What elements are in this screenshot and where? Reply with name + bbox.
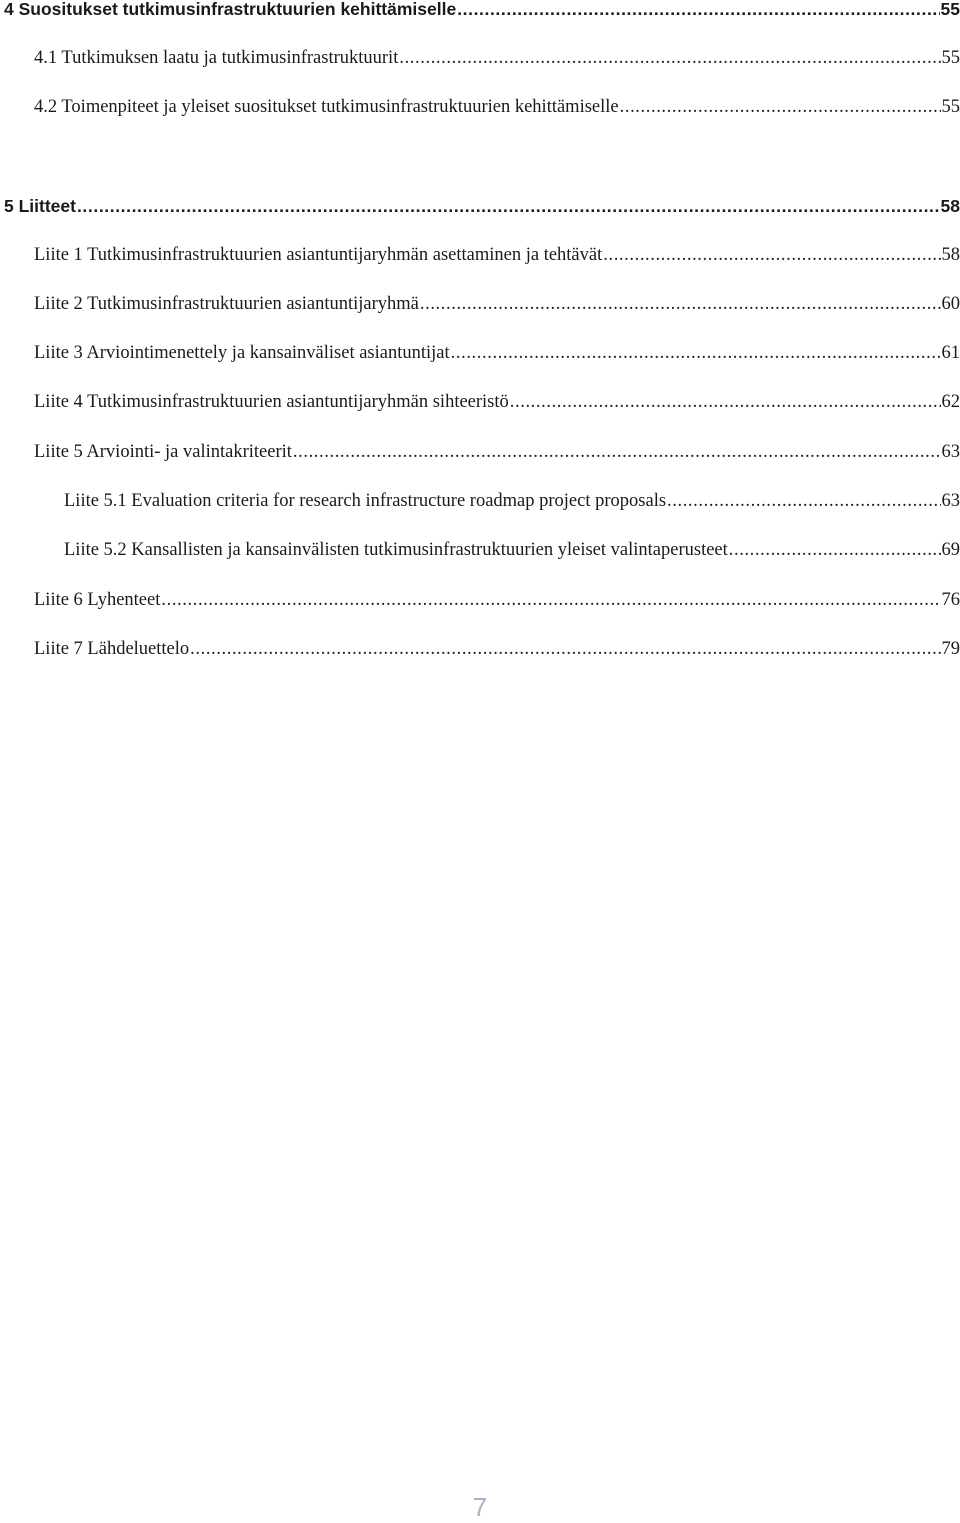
toc-entry-page: 55 [942,95,960,119]
toc-entry-label: Liite 7 Lähdeluettelo [34,637,189,661]
toc-entry-page: 63 [942,440,960,464]
toc-entry[interactable] [34,95,960,119]
toc-entry-label: Liite 5 Arviointi- ja valintakriteerit [34,440,292,464]
toc-leader-dots [603,243,940,267]
toc-entry[interactable] [4,0,960,21]
toc-entry[interactable] [64,538,960,562]
toc-entry-label: 4.1 Tutkimuksen laatu ja tutkimusinfrastruktuurit [34,46,398,70]
toc-entry-page: 58 [941,194,960,218]
toc-entry-label: 4.2 Toimenpiteet ja yleiset suositukset tutkimusinfrastruktuurien kehittämiselle [34,95,619,119]
toc-entry-page: 58 [942,243,960,267]
toc-entry-label: Liite 4 Tutkimusinfrastruktuurien asiantuntijaryhmän sihteeristö [34,390,509,414]
toc-leader-dots [457,0,939,21]
toc-entry[interactable] [34,637,960,661]
toc-entry-page: 55 [942,46,960,70]
toc-leader-dots [161,588,940,612]
toc-entry[interactable] [34,292,960,316]
toc-leader-dots [420,292,941,316]
toc-leader-dots [620,95,941,119]
toc-entry[interactable] [34,243,960,267]
toc-entry[interactable] [34,440,960,464]
toc-entry[interactable] [64,489,960,513]
toc-entry-page: 63 [942,489,960,513]
toc-entry[interactable] [34,341,960,365]
toc-entry-label: 4 Suositukset tutkimusinfrastruktuurien kehittämiselle [4,0,456,21]
toc-entry-label: Liite 5.1 Evaluation criteria for research infrastructure roadmap project proposals [64,489,666,513]
toc-leader-dots [451,341,941,365]
toc-entry-page: 62 [942,390,960,414]
toc-entry-page: 61 [942,341,960,365]
toc-entry-page: 55 [941,0,960,21]
toc-leader-dots [510,390,941,414]
toc-entry-label: Liite 6 Lyhenteet [34,588,160,612]
toc-entry-page: 69 [942,538,960,562]
toc-leader-dots [729,538,941,562]
toc-entry[interactable] [4,194,960,218]
toc-entry[interactable] [34,46,960,70]
toc-entry[interactable] [34,588,960,612]
toc-entry-label: 5 Liitteet [4,194,76,218]
toc-entry-label: Liite 2 Tutkimusinfrastruktuurien asiantuntijaryhmä [34,292,419,316]
toc-entry-page: 76 [942,588,960,612]
toc-entry-label: Liite 1 Tutkimusinfrastruktuurien asiantuntijaryhmän asettaminen ja tehtävät [34,243,602,267]
toc-entry[interactable] [34,390,960,414]
toc-leader-dots [190,637,940,661]
toc-leader-dots [77,194,940,218]
toc-leader-dots [399,46,940,70]
toc-leader-dots [293,440,941,464]
toc-entry-page: 60 [942,292,960,316]
toc-leader-dots [667,489,940,513]
toc-entry-label: Liite 3 Arviointimenettely ja kansainväliset asiantuntijat [34,341,450,365]
toc-entry-page: 79 [942,637,960,661]
toc-entry-label: Liite 5.2 Kansallisten ja kansainvälisten tutkimusinfrastruktuurien yleiset valintaperusteet [64,538,728,562]
page-number: 7 [0,1492,960,1523]
